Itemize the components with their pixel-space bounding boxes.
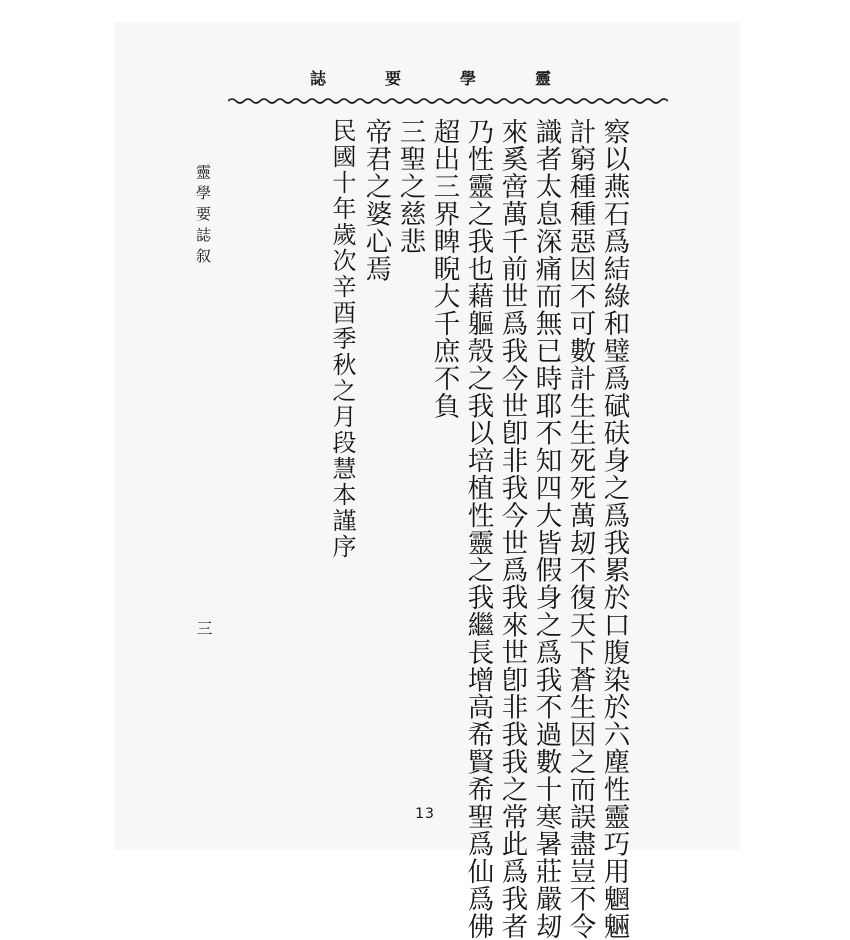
running-head-char-1: 靈 [535, 69, 552, 88]
margin-section-title: 靈學要誌叙 [194, 164, 212, 269]
text-column-5: 乃性靈之我也藉軀殼之我以培植性靈之我繼長增高希賢希聖爲仙爲佛 [462, 118, 494, 940]
running-head-char-4: 誌 [310, 69, 327, 88]
wavy-rule [228, 96, 668, 106]
signature-column: 民國十年歲次辛酉季秋之月段慧本謹序 [328, 118, 356, 560]
text-column-4: 來奚啻萬千前世爲我今世卽非我今世爲我來世卽非我我之常此爲我者 [496, 118, 528, 940]
text-column-8: 帝君之婆心焉 [360, 118, 392, 283]
page-number: 13 [415, 806, 435, 822]
text-column-1: 察以燕石爲結綠和璧爲碔砆身之爲我累於口腹染於六塵性靈巧用魍魎 [598, 118, 630, 940]
running-head-char-2: 學 [460, 69, 477, 88]
running-head [305, 66, 565, 96]
book-page [115, 22, 740, 850]
text-column-3: 識者太息深痛而無已時耶不知四大皆假身之爲我不過數十寒暑莊嚴刼 [530, 118, 562, 940]
text-column-6: 超出三界睥睨大千庶不負 [428, 118, 460, 420]
text-column-2: 計窮種種惡因不可數計生生死死萬刼不復天下蒼生因之而誤盡豈不令 [564, 118, 596, 940]
running-head-char-3: 要 [385, 69, 402, 88]
margin-page-label: 三 [194, 620, 213, 636]
text-column-7: 三聖之慈悲 [394, 118, 426, 255]
